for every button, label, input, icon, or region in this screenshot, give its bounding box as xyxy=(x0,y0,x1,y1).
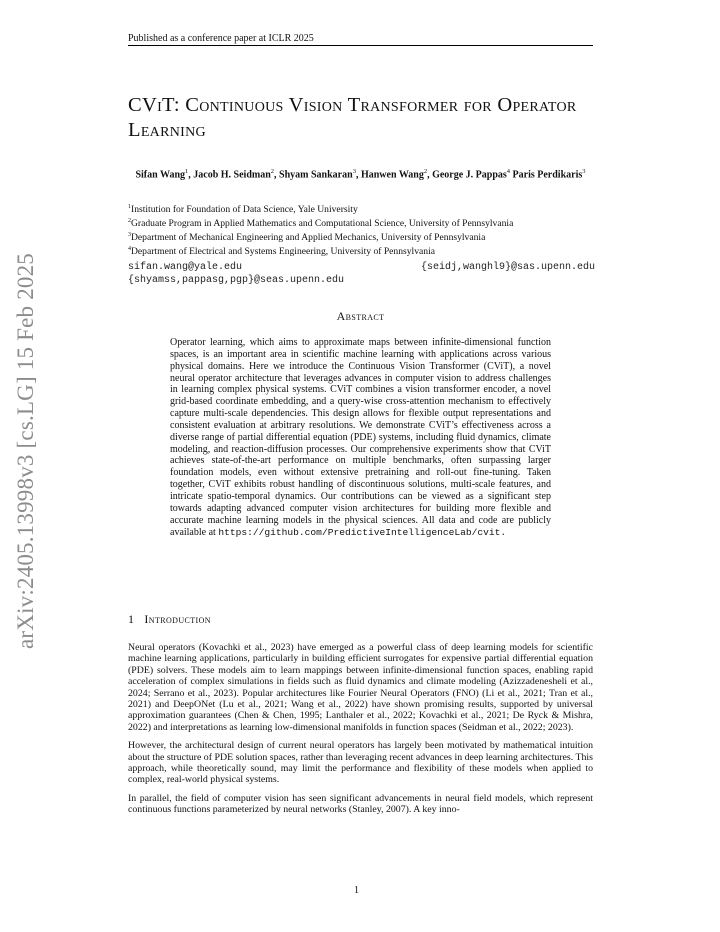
code-repository-link[interactable]: https://github.com/PredictiveIntelligenceLab/cvit. xyxy=(218,526,507,538)
author-name: Jacob H. Seidman xyxy=(193,169,271,181)
affiliation-line: $^1$Institution for Foundation of Data Science, Yale University xyxy=(128,204,358,216)
introduction-body xyxy=(128,642,593,823)
section-number: 1 xyxy=(128,612,135,626)
author-emails xyxy=(128,262,595,287)
abstract-heading: Abstract xyxy=(336,309,385,323)
abstract-text: Operator learning, which aims to approximate maps between infinite-dimensional function spaces, is an important area in scientific machine learning with applications across various physical domains. Here we introduce the Continuous Vision Transformer (CViT), a novel neural operator architecture that leverages advances in computer vision to address challenges in learning complex physical systems. CViT combines a vision transformer encoder, a novel grid-based coordinate embedding, and a query-wise cross-attention mechanism to effectively capture multi-scale dependencies. This design allows for flexible output representations and consistent evaluation at arbitrary resolutions. We demonstrate CViT’s effectiveness across a diverse range of partial differential equation (PDE) systems, including fluid dynamics, climate modeling, and reaction-diffusion processes. Our comprehensive experiments show that CViT achieves state-of-the-art performance on multiple benchmarks, often surpassing larger foundation models, even without extensive pretraining and roll-out fine-tuning. Taken together, CViT exhibits robust handling of discontinuous solutions, multi-scale features, and intricate spatio-temporal dynamics. Our contributions can be viewed as a significant step towards adapting advanced computer vision architectures for building more flexible and accurate machine learning models in the physical sciences. All data and code are publicly available at xyxy=(170,337,551,538)
author-list: Sifan Wang$^1$, Jacob H. Seidman$^2$, Shyam Sankaran$^3$, Hanwen Wang$^2$, George J. Pappas$^4$ Paris Perdikaris$^3$ xyxy=(135,168,586,181)
author-name: Sifan Wang xyxy=(135,169,186,181)
paragraph: However, the architectural design of current neural operators has largely been motivated by mathematical intuition about the structure of PDE solution spaces, rather than leveraging recent advances in deep learning architectures. This approach, while theoretically sound, may limit the performance and flexibility of these models when applied to complex, real-world physical systems. xyxy=(128,740,593,786)
author-name: Shyam Sankaran xyxy=(279,169,353,181)
email-address: {shyamss,pappasg,pgp}@seas.upenn.edu xyxy=(128,274,345,286)
affiliation-line: $^4$Department of Electrical and Systems Engineering, University of Pennsylvania xyxy=(128,245,435,258)
page-number: 1 xyxy=(354,885,359,896)
author-name: Hanwen Wang xyxy=(360,169,424,181)
header-rule xyxy=(128,45,593,46)
section-heading xyxy=(128,612,211,627)
paragraph: In parallel, the field of computer vision has seen significant advancements in neural field models, which represent continuous functions parameterized by neural networks (Stanley, 2007). A key inno- xyxy=(128,792,593,816)
paragraph: Neural operators (Kovachki et al., 2023) have emerged as a powerful class of deep learning models for scientific machine learning applications, particularly in building efficient surrogates for expensive partial differential equation (PDE) solvers. These models aim to learn mappings between infinite-dimensional function spaces, enabling rapid acceleration of complex simulations in fields such as fluid dynamics and climate modeling (Azizzadenesheli et al., 2024; Serrano et al., 2023). Popular architectures like Fourier Neural Operators (FNO) (Li et al., 2021; Tran et al., 2021) and DeepONet (Lu et al., 2021; Wang et al., 2022) have shown promising results, supported by universal approximation guarantees (Chen & Chen, 1995; Lanthaler et al., 2022; Kovachki et al., 2021; De Ryck & Mishra, 2022) and interpretations as learning low-dimensional manifolds in function spaces (Seidman et al., 2022; 2023). xyxy=(128,642,593,733)
paper-title: CViT: Continuous Vision Transformer for Operator Learning xyxy=(128,94,577,141)
email-address: sifan.wang@yale.edu xyxy=(128,262,243,273)
abstract-body xyxy=(170,337,551,538)
section-title: Introduction xyxy=(144,612,211,626)
affiliation-line: $^2$Graduate Program in Applied Mathematics and Computational Science, University of Pennsylvania xyxy=(128,217,514,230)
author-name: George J. Pappas xyxy=(432,169,507,181)
running-header: Published as a conference paper at ICLR 2025 xyxy=(128,33,314,44)
affiliation-line: $^3$Department of Mechanical Engineering and Applied Mechanics, University of Pennsylvania xyxy=(128,231,486,244)
author-name: Paris Perdikaris xyxy=(512,169,583,181)
arxiv-identifier-stamp: arXiv:2405.13998v3 [cs.LG] 15 Feb 2025 xyxy=(13,253,38,649)
affiliations xyxy=(128,202,598,258)
email-address: {seidj,wanghl9}@sas.upenn.edu xyxy=(420,262,595,273)
